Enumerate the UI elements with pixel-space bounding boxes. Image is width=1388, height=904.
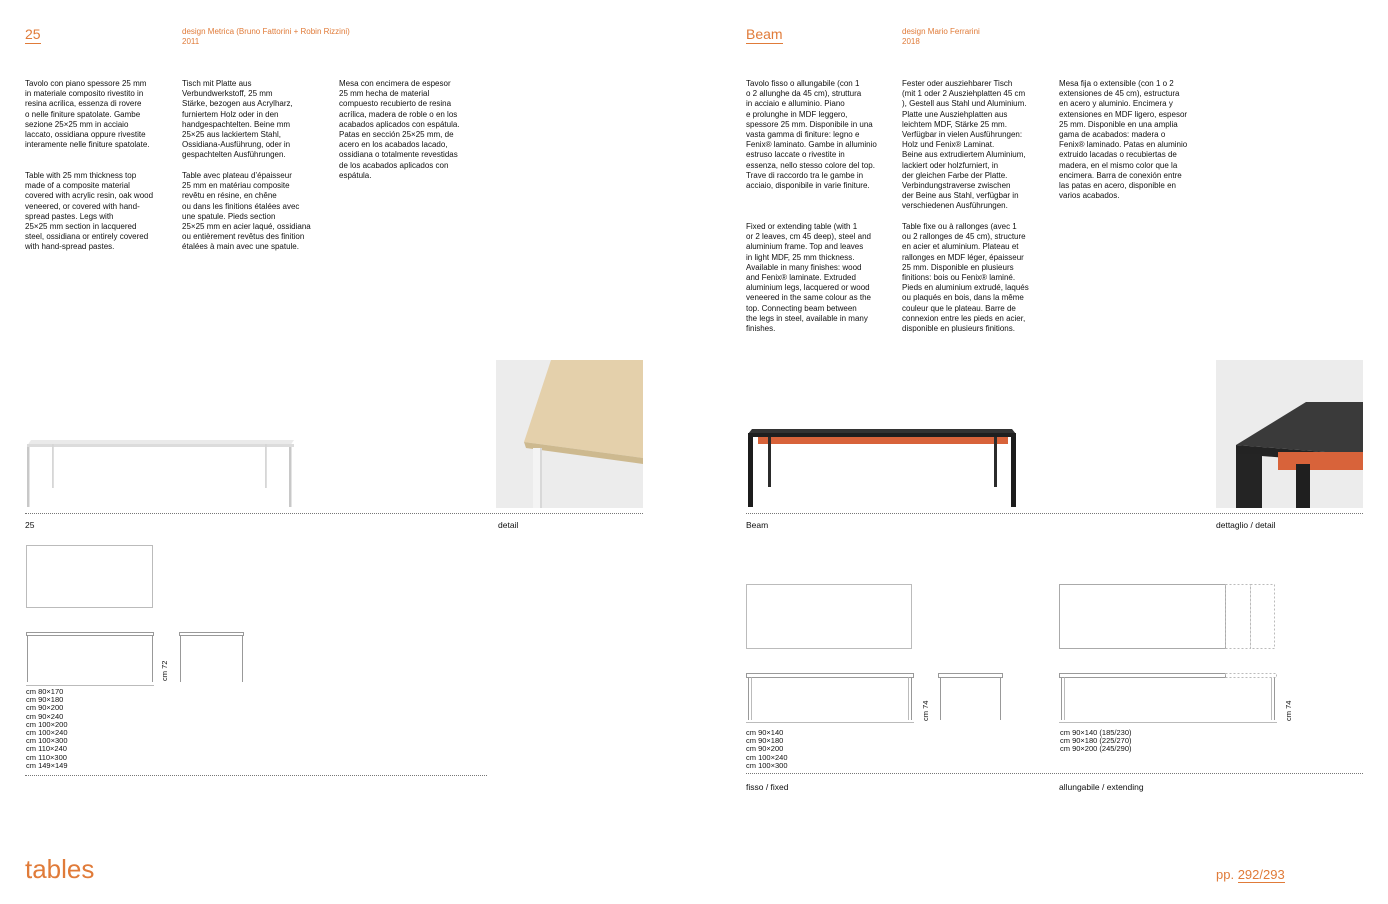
size-item: cm 90×140 [746,728,784,737]
description-spanish: Mesa con encimera de espesor 25 mm hecha de material compuesto recubierto de resina acrílica, madera de roble o en los acabados aplicados con espátula. Patas en sección 25×25 mm, de acero en los acabados lacado, ossidiana o totalmente revestidas de los acabados aplicados con espátula. [339,79,460,180]
description-english: Table with 25 mm thickness top made of a composite material covered with acrylic resin, oak wood veneered, or covered with hand- spread pastes. Legs with 25×25 mm section in lacquered steel, ossidiana or entirely covered with hand-spread pastes. [25,171,154,252]
separator-sizes-left [25,775,487,776]
size-item: cm 110×300 [26,752,67,762]
description-italian-beam: Tavolo fisso o allungabile (con 1 o 2 allunghe da 45 cm), struttura in acciaio e alluminio. Piano e prolunghe in MDF leggero, spessore 25 mm. Disponibile in una vasta gamma di finiture: legno e Fenix® laminato. Gambe in alluminio estruso laccate o rivestite in essenza, nello stesso colore del top. Trave di raccordo tra le gambe in acciaio, disponibile in varie finiture. [746,79,877,191]
detail-photo-beam [1216,360,1363,508]
design-year: 2018 [902,37,920,46]
beam-table-illustration [746,360,1208,510]
front-view-drawing-25 [26,632,154,686]
description-english-beam: Fixed or extending table (with 1 or 2 leaves, cm 45 deep), steel and aluminium frame. Top and leaves in light MDF, 25 mm thickness. Available in many finishes: wood and Fenix® laminate. Extruded aluminium legs, lacquered or wood veneered in the same colour as the top. Connecting beam between the legs in steel, available in many finishes. [746,222,871,334]
design-credit-beam [902,27,980,47]
design-year: 2011 [182,37,200,46]
front-view-drawing-extending [1059,673,1277,723]
description-german-beam: Fester oder ausziehbarer Tisch (mit 1 oder 2 Ausziehplatten 45 cm ), Gestell aus Stahl und Aluminium. Platte une Ausziehplatten aus leichtem MDF, Stärke 25 mm. Verfügbar in vielen Ausführungen: Holz und Fenix® Laminat. Beine aus extrudiertem Aluminium, lackiert oder holzfurniert, in der gleichen Farbe der Platte. Verbindungstraverse zwischen der Beine aus Stahl, verfügbar in verschiedenen Ausführungen. [902,79,1027,211]
caption-detail: detail [498,520,519,530]
size-item: cm 90×200 (245/290) [1060,744,1132,754]
design-credit [182,27,350,47]
beam-detail-illustration [1216,360,1363,508]
separator-sizes-right [746,773,1363,774]
footer-section-title: tables [25,854,95,884]
product-photo-beam [746,360,1208,510]
sizes-list-25 [26,688,68,770]
caption-detail-beam: dettaglio / detail [1216,520,1276,530]
caption-beam: Beam [746,520,769,530]
size-item: cm 100×300 [26,736,68,746]
top-view-drawing-25 [26,545,153,608]
size-item: cm 90×200 [26,703,64,713]
separator-photos-left [25,513,643,514]
separator-photos-right [746,513,1363,514]
caption-25: 25 [25,520,35,530]
product-name-beam: Beam [746,26,783,42]
table-25-detail-illustration [496,360,643,508]
product-name-25: 25 [25,26,41,42]
description-french: Table avec plateau d’épaisseur 25 mm en matériau composite revêtu en résine, en chêne ou dans les finitions étalées avec une spatule. Pieds section 25×25 mm en acier laqué, ossidiana ou entièrement revêtus des finition étalées à main avec une spatule. [182,171,311,252]
size-item: cm 90×180 [26,695,64,705]
size-item: cm 90×180 (225/270) [1060,736,1132,746]
pages-range: 292/293 [1237,867,1285,882]
description-french-beam: Table fixe ou à rallonges (avec 1 ou 2 rallonges de 45 cm), structure en acier et aluminium. Plateau et rallonges en MDF léger, épaisseur 25 mm. Disponible en plusieurs finitions: bois ou Fenix® laminé. Pieds en aluminium extrudé, laqués ou plaqués en bois, dans la même couleur que le plateau. Barre de connexion entre les pieds en acier, disponible en plusieurs finitions. [902,222,1029,334]
designer-name: design Mario Ferrarini [902,27,980,36]
top-view-drawing-extending [1059,584,1275,649]
designer-name: design Metrica (Bruno Fattorini + Robin Rizzini) [182,27,350,36]
sizes-list-extending [1060,729,1132,754]
detail-photo-25 [496,360,643,508]
size-item: cm 80×170 [26,687,64,696]
table-25-illustration [25,360,487,510]
pages-prefix: pp. [1216,867,1235,882]
label-fixed: fisso / fixed [746,782,789,792]
size-item: cm 90×200 [746,744,784,754]
size-item: cm 149×149 [26,760,68,770]
size-item: cm 90×240 [26,711,64,721]
height-label-beam-extending: cm 74 [1284,700,1293,721]
height-label-beam-fixed: cm 74 [921,700,930,721]
side-view-drawing-25 [179,632,244,686]
description-german: Tisch mit Platte aus Verbundwerkstoff, 25 mm Stärke, bezogen aus Acrylharz, furniertem Holz oder in den handgespachtelten. Beine mm 25×25 aus lackiertem Stahl, Ossidiana-Ausführung, oder in gespachtelten Ausführungen. [182,79,293,160]
size-item: cm 100×300 [746,760,788,770]
size-item: cm 100×200 [26,719,68,729]
side-view-drawing-fixed [938,673,1003,723]
size-item: cm 90×140 (185/230) [1060,728,1132,737]
description-italian: Tavolo con piano spessore 25 mm in materiale composito rivestito in resina acrilica, essenza di rovere o nelle finiture spatolate. Gambe sezione 25×25 mm in acciaio laccato, ossidiana oppure rivestite interamente nelle finiture spatolate. [25,79,150,150]
page-numbers [1216,867,1285,882]
size-item: cm 90×180 [746,736,784,746]
size-item: cm 100×240 [26,728,68,738]
sizes-list-fixed [746,729,788,770]
height-label-25: cm 72 [160,660,169,681]
description-spanish-beam: Mesa fija o extensible (con 1 o 2 extensiones de 45 cm), estructura en acero y aluminio. Encimera y extensiones en MDF ligero, espesor 25 mm. Disponible en una amplia gama de acabados: madera o Fenix® laminado. Patas en aluminio extruido lacadas o recubiertas de madera, en el mismo color que la encimera. Barra de conexión entre las patas en acero, disponible en varios acabados. [1059,79,1188,201]
size-item: cm 110×240 [26,744,67,754]
front-view-drawing-fixed [746,673,914,723]
size-item: cm 100×240 [746,752,788,762]
top-view-drawing-fixed [746,584,912,649]
label-extending: allungabile / extending [1059,782,1144,792]
product-photo-25 [25,360,487,510]
